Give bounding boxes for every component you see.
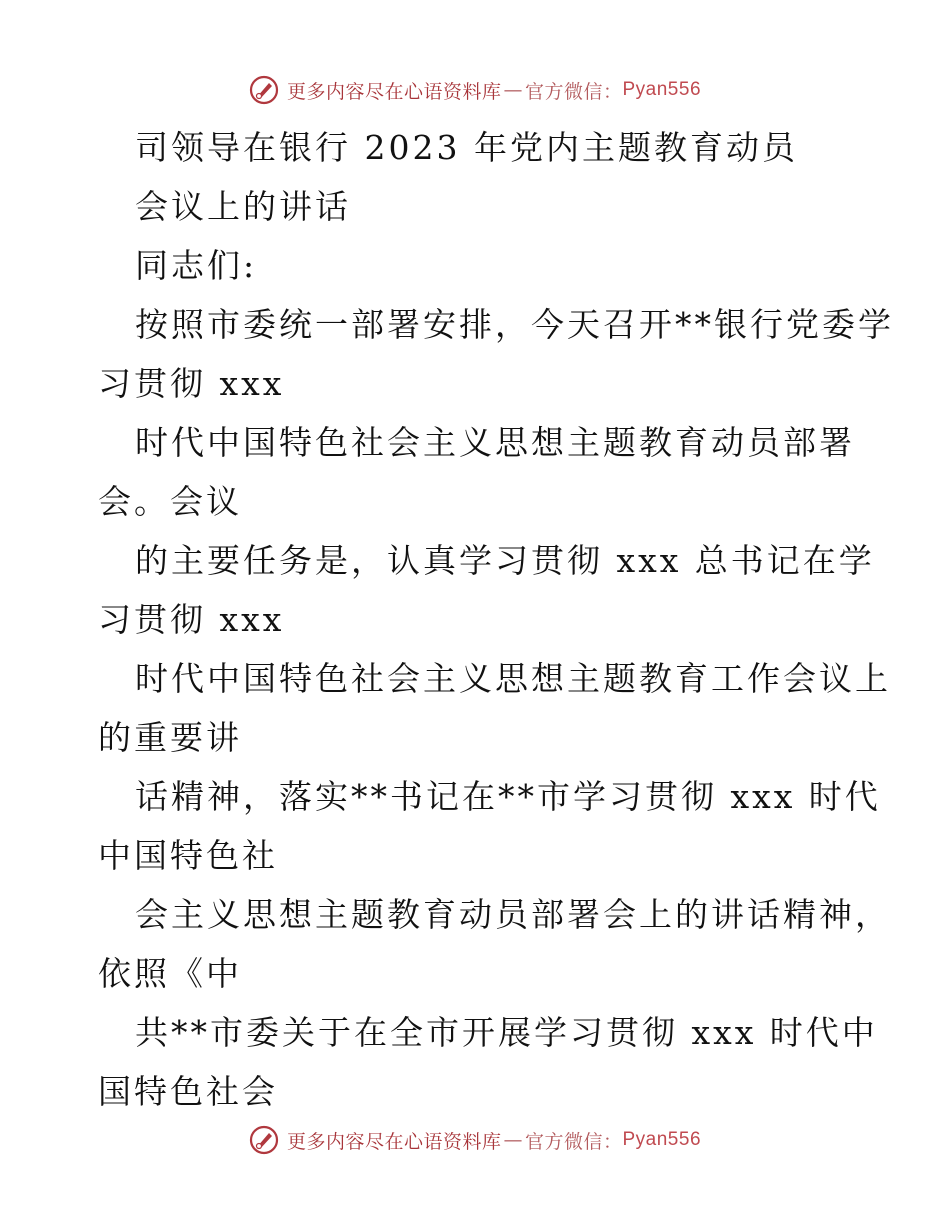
watermark-wechat-id: Pyan556 — [622, 79, 702, 100]
watermark-main-text: 更多内容尽在心语资料库 — [286, 1130, 502, 1153]
paragraph-line: 习贯彻 xxx — [98, 364, 285, 403]
paragraph-line: 话精神，落实**书记在**市学习贯彻 xxx 时代 — [135, 777, 881, 816]
watermark-separator: — — [503, 1129, 523, 1151]
pen-seal-icon — [249, 1125, 279, 1155]
watermark-wechat-label: 官方微信： — [524, 80, 623, 103]
paragraph-line: 按照市委统一部署安排，今天召开**银行党委学 — [135, 305, 894, 344]
paragraph-line: 共**市委关于在全市开展学习贯彻 xxx 时代中 — [135, 1013, 878, 1052]
paragraph-line: 依照《中 — [98, 954, 242, 993]
title-line-1: 司领导在银行 2023 年党内主题教育动员 — [135, 128, 798, 167]
paragraph-line: 中国特色社 — [98, 836, 278, 875]
paragraph-line: 会。会议 — [98, 482, 242, 521]
watermark-wechat-id: Pyan556 — [622, 1129, 702, 1150]
paragraph-line: 国特色社会 — [98, 1072, 278, 1111]
footer-watermark — [0, 1120, 950, 1160]
header-watermark — [0, 70, 950, 110]
watermark-wechat-label: 官方微信： — [524, 1130, 623, 1153]
salutation: 同志们: — [135, 246, 258, 285]
pen-seal-icon — [249, 75, 279, 105]
watermark-main-text: 更多内容尽在心语资料库 — [286, 80, 502, 103]
paragraph-line: 的重要讲 — [98, 718, 242, 757]
paragraph-line: 习贯彻 xxx — [98, 600, 285, 639]
watermark-separator: — — [503, 79, 523, 101]
title-line-2: 会议上的讲话 — [135, 187, 351, 226]
paragraph-line: 时代中国特色社会主义思想主题教育动员部署 — [135, 423, 855, 462]
paragraph-line: 时代中国特色社会主义思想主题教育工作会议上 — [135, 659, 891, 698]
paragraph-line: 的主要任务是，认真学习贯彻 xxx 总书记在学 — [135, 541, 875, 580]
paragraph-line: 会主义思想主题教育动员部署会上的讲话精神， — [135, 895, 891, 934]
